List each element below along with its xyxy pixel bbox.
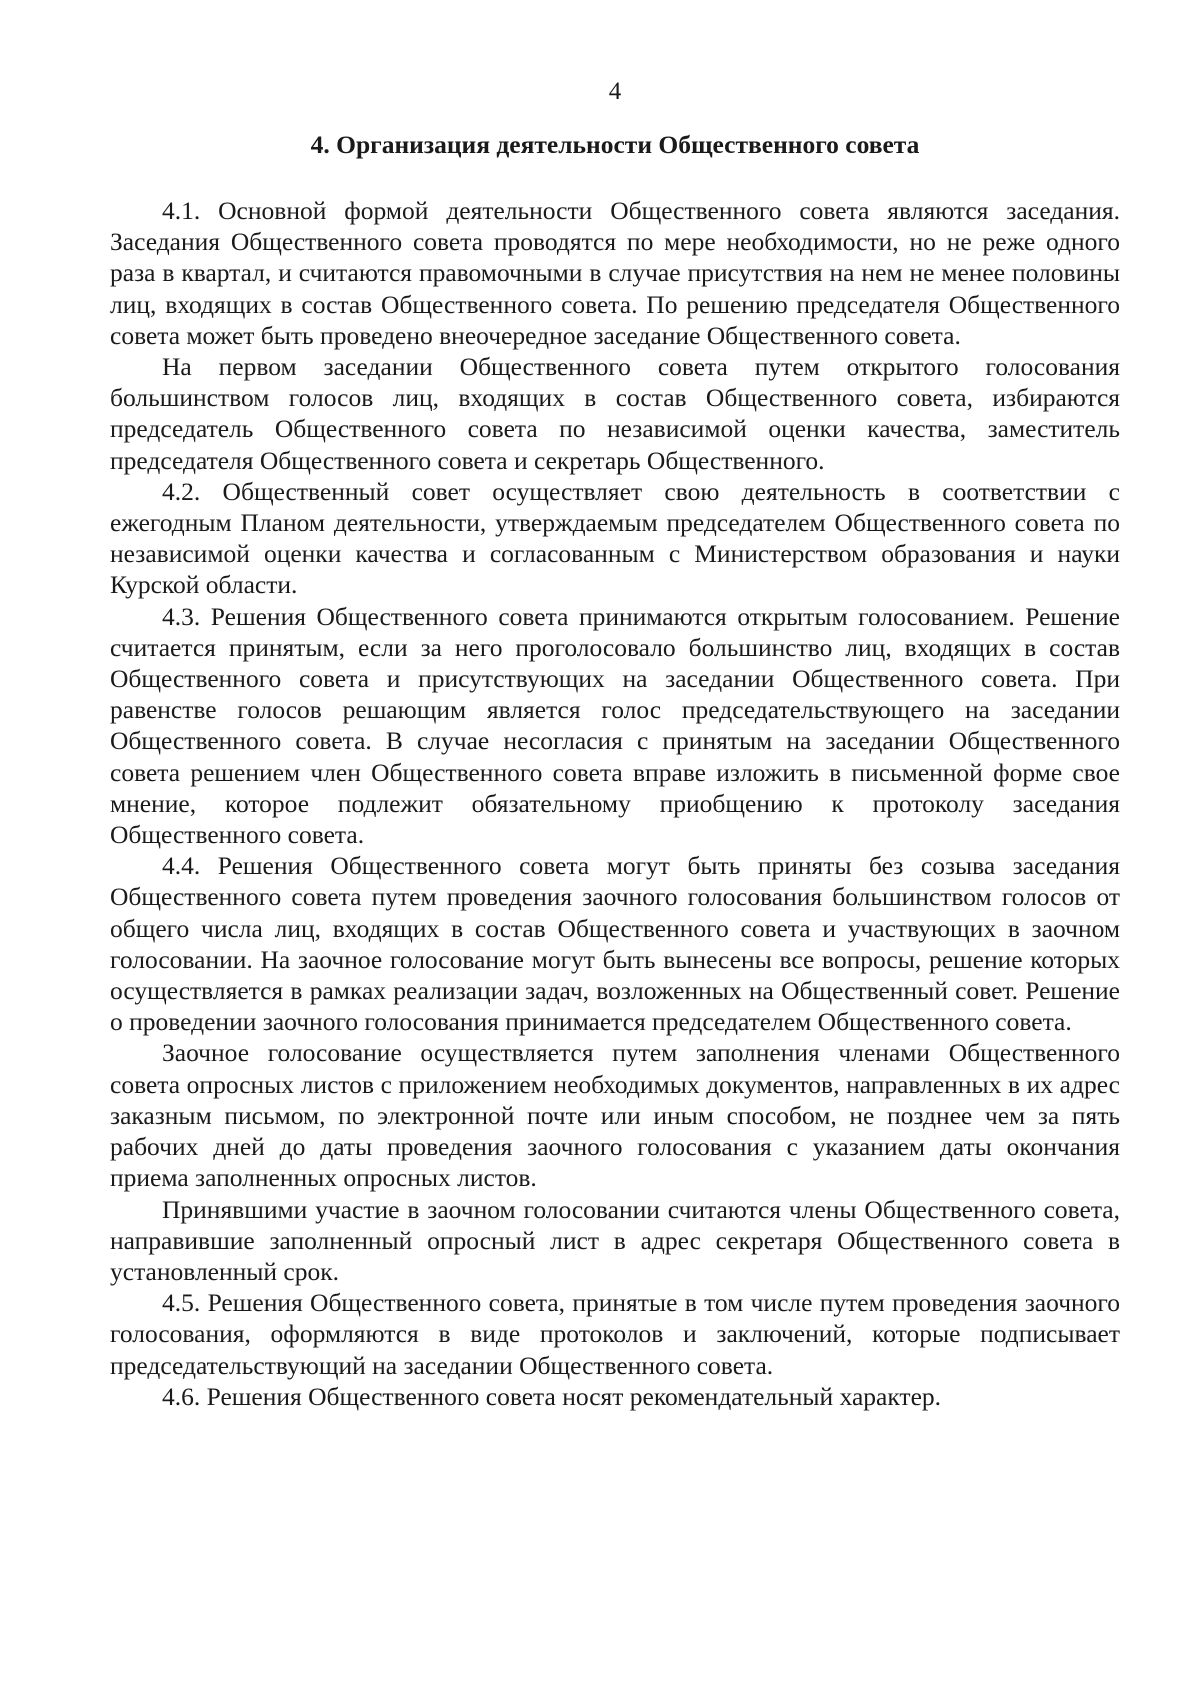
page-number: 4 <box>608 78 622 105</box>
paragraph-4-3: 4.3. Решения Общественного совета принимаются открытым голосованием. Решение считается принятым, если за него проголосовало большинство лиц, входящих в состав Общественного совета и присутствующих на заседании Общественного совета. При равенстве голосов решающим является голос председательствующего на заседании Общественного совета. В случае несогласия с принятым на заседании Общественного совета решением член Общественного совета вправе изложить в письменной форме свое мнение, которое подлежит обязательному приобщению к протоколу заседания Общественного совета. <box>110 601 1120 850</box>
paragraph-4-6: 4.6. Решения Общественного совета носят рекомендательный характер. <box>162 1381 942 1411</box>
document-page <box>110 0 1120 1706</box>
section-body <box>110 195 1120 1412</box>
paragraph-absentee-voting: Заочное голосование осуществляется путем заполнения членами Общественного совета опросных листов с приложением необходимых документов, направленных в их адрес заказным письмом, по электронной почте или иным способом, не позднее чем за пять рабочих дней до даты проведения заочного голосования с указанием даты окончания приема заполненных опросных листов. <box>110 1038 1120 1193</box>
paragraph-4-1: 4.1. Основной формой деятельности Общественного совета являются заседания. Заседания Общественного совета проводятся по мере необходимости, но не реже одного раза в квартал, и считаются правомочными в случае присутствия на нем не менее половины лиц, входящих в состав Общественного совета. По решению председателя Общественного совета может быть проведено внеочередное заседание Общественного совета. <box>110 196 1120 350</box>
paragraph-4-2: 4.2. Общественный совет осуществляет свою деятельность в соответствии с ежегодным Планом деятельности, утверждаемым председателем Общественного совета по независимой оценки качества и согласованным с Министерством образования и науки Курской области. <box>110 476 1120 600</box>
paragraph-4-4: 4.4. Решения Общественного совета могут быть приняты без созыва заседания Общественного совета путем проведения заочного голосования большинством голосов от общего числа лиц, входящих в состав Общественного совета и участвующих в заочном голосовании. На заочное голосование могут быть вынесены все вопросы, решение которых осуществляется в рамках реализации задач, возложенных на Общественный совет. Решение о проведении заочного голосования принимается председателем Общественного совета. <box>110 851 1120 1037</box>
paragraph-first-meeting: На первом заседании Общественного совета путем открытого голосования большинством голосов лиц, входящих в состав Общественного совета, избираются председатель Общественного совета по независимой оценки качества, заместитель председателя Общественного совета и секретарь Общественного. <box>110 352 1120 475</box>
paragraph-participants: Принявшими участие в заочном голосовании считаются члены Общественного совета, направившие заполненный опросный лист в адрес секретаря Общественного совета в установленный срок. <box>110 1194 1120 1286</box>
section-title: 4. Организация деятельности Общественного совета <box>310 130 920 159</box>
paragraph-4-5: 4.5. Решения Общественного совета, принятые в том числе путем проведения заочного голосования, оформляются в виде протоколов и заключений, которые подписывает председательствующий на заседании Общественного совета. <box>110 1288 1120 1380</box>
